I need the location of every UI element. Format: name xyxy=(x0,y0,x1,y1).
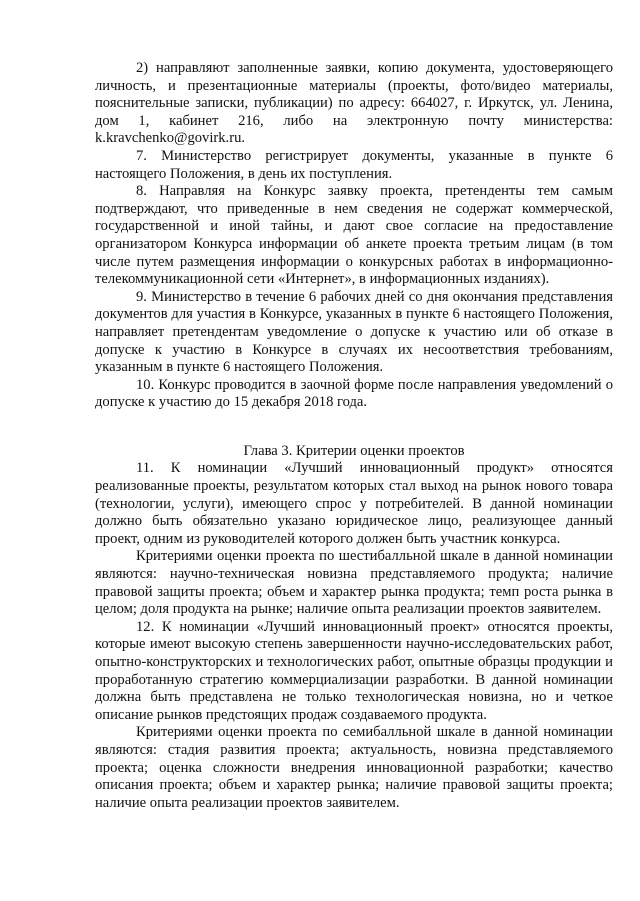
chapter-heading: Глава 3. Критерии оценки проектов xyxy=(243,442,465,459)
paragraph-11: 11. К номинации «Лучший инновационный продукт» относятся реализованные проекты, результатом которых стал выход на рынок нового товара (технологии, услуги), имеющего спрос у потребителей. В данной номинации должно быть обязательно указано юридическое лицо, реализующее данный проект, одним из руководителей которого должен быть участник конкурса. xyxy=(95,460,613,547)
paragraph-12: 12. К номинации «Лучший инновационный проект» относятся проекты, которые имеют высокую степень завершенности научно-исследовательских работ, опытно-конструкторских и технологических работ, опытные образцы продукции и проработанную стратегию коммерциализации разработки. В данной номинации должна быть представлена не только технологическая новизна, но и четкое описание рынков предстоящих продаж создаваемого продукта. xyxy=(95,618,613,723)
paragraph-10: 10. Конкурс проводится в заочной форме после направления уведомлений о допуске к участию до 15 декабря 2018 года. xyxy=(95,376,613,411)
paragraph-8: 8. Направляя на Конкурс заявку проекта, претенденты тем самым подтверждают, что приведенные в нем сведения не содержат коммерческой, государственной и иной тайны, и дают свое согласие на предоставление организатором Конкурса информации об анкете проекта третьим лицам (в том числе путем размещения информации о конкурсных работах в информационно-телекоммуникационной сети «Интернет», в информационных изданиях). xyxy=(95,183,613,288)
paragraph-12-criteria: Критериями оценки проекта по семибалльной шкале в данной номинации являются: стадия развития проекта; актуальность, новизна представляемого проекта; оценка сложности внедрения инновационной разработки; качество описания проекта; объем и характер рынка; наличие правовой защиты проекта; наличие опыта реализации проектов заявителем. xyxy=(95,724,613,811)
paragraph-11-criteria: Критериями оценки проекта по шестибалльной шкале в данной номинации являются: научно-техническая новизна представляемого продукта; наличие правовой защиты проекта; объем и характер рынка продукта; темп роста рынка в целом; доля продукта на рынке; наличие опыта реализации проектов заявителем. xyxy=(95,548,613,618)
section-spacer xyxy=(95,412,613,443)
paragraph-item-2: 2) направляют заполненные заявки, копию документа, удостоверяющего личность, и презентационные материалы (проекты, фото/видео материалы, пояснительные записки, публикации) по адресу: 664027, г. Иркутск, ул. Ленина, дом 1, кабинет 216, либо на электронную почту министерства: k.kravchenko@govirk.ru. xyxy=(95,60,613,147)
paragraph-9: 9. Министерство в течение 6 рабочих дней со дня окончания представления документов для участия в Конкурсе, указанных в пункте 6 настоящего Положения, направляет претендентам уведомление о допуске к участию или об отказе в допуске к участию в Конкурсе в случаях их несоответствия требованиям, указанным в пункте 6 настоящего Положения. xyxy=(95,288,613,376)
paragraph-7: 7. Министерство регистрирует документы, указанные в пункте 6 настоящего Положения, в день их поступления. xyxy=(95,147,613,182)
document-page xyxy=(95,60,613,812)
